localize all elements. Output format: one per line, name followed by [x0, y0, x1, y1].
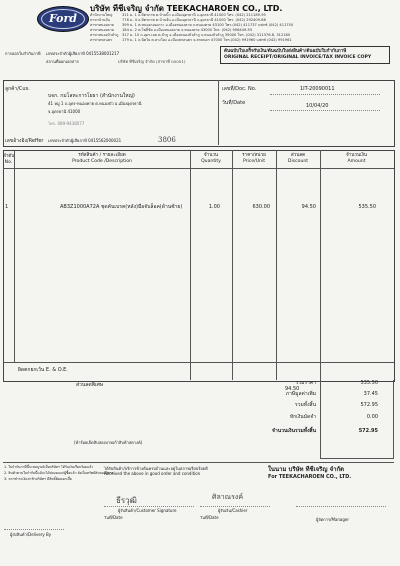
branch-address: 311 ม. 1 ถ.มิตรภาพ ต.บ้านนิ้ว อ.เมืองอุดรธานี จ.อุดรธานี 41000 โทร. (042) 211189-95 [122, 13, 266, 17]
col-desc-header-th: รหัสสินค้า / รายละเอียด [78, 153, 126, 158]
cashier-signature: ศิลาณรงค์ [212, 493, 244, 501]
col-qty-header-th: จำนวน [203, 153, 219, 158]
customer-name: บจก. กมโลหะการโยธา (สำนักงานใหญ่) [48, 93, 135, 99]
branch-address: 317 ม. 10 ถ.อุดร-เลย ต.ลำภู อ.เมืองหนองบัวลำภู จ.หนองบัวลำภู 39000 โทร. (042) 311376-8, 312180 [122, 33, 291, 37]
branch-address: 179 ม. 1 ถ.นิตโย ต.ฮางโฮง อ.เมืองสกลนคร จ.สกลนคร 47000 โทร.(042) 991960 แฟกซ์ (042) 991961 [122, 38, 292, 42]
reference-handwritten: 3806 [158, 136, 176, 144]
date-value: 10/04/20 [306, 103, 329, 109]
customer-signature: ธีรวุฒิ [116, 496, 137, 505]
cashier-date-label: วันที่/Date [200, 515, 219, 520]
total-label: หักเงินมัดจำ [289, 414, 316, 420]
col-amount-header-th: จำนวนเงิน [345, 153, 368, 158]
received-text-en: Received the above in good order and condition [104, 471, 201, 476]
company-sign-en: For TEEKACHAROEN CO., LTD. [268, 474, 352, 480]
row-discount: 94.50 [301, 204, 316, 210]
col-no-header: ลำดับ No. [3, 154, 15, 165]
total-label: ภาษีมูลค่าเพิ่ม [285, 391, 316, 397]
col-price-header-en: Price/Unit [242, 159, 266, 164]
col-disc-header-en: Discount [287, 159, 309, 164]
total-value: 37.45 [363, 391, 378, 397]
col-price-header-th: ราคา/หน่วย [242, 153, 266, 158]
total-value: 535.50 [360, 380, 378, 386]
customer-phone: โทร. 089-9438077 [48, 121, 85, 126]
total-value: 572.95 [358, 428, 378, 434]
col-qty-header-en: Quantity [201, 159, 221, 164]
received-text-th: ได้รับสินค้า/บริการข้างต้นครบถ้วนและอยู่ในสภาพเรียบร้อยดี [104, 466, 208, 471]
branch-label: สาขาหนองคาย [90, 28, 114, 32]
company-name: บริษัท ทีชีเจริญ จำกัด TEEKACHAROEN CO., LTD. [90, 4, 283, 13]
footer-note: 1. ใบกำกับภาษีนี้จะสมบูรณ์เมื่อบริษัทฯ ได้รับเงินเรียบร้อยแล้ว [4, 465, 94, 469]
col-disc-header-th: ส่วนลด [290, 153, 306, 158]
eoe-note: ผิดตกยกเว้น E. & O.E. [18, 367, 68, 373]
issue-place-value: บริษัท ทีชีเจริญ จำกัด (สาขาที่ 00001) [118, 59, 186, 64]
branch-label: สาขาบ้านจั่น [90, 18, 111, 22]
row-amount: 535.50 [358, 204, 376, 210]
customer-address-1: 41 หมู่ 1 ถ.อุดร-หนองคาย ต.หนองบัว อ.เมืองอุดรธานี [48, 101, 142, 106]
branch-address: 776 ม. 4 ถ.มิตรภาพ ต.บ้านจั่น อ.เมืองอุดรธานี จ.อุดรธานี 41000 โทร. (042) 292409-66 [122, 18, 266, 22]
document-title-en: ORIGINAL RECEIPT/ORIGINAL INVOICE/TAX INVOICE COPY [224, 55, 372, 60]
ford-logo-text: Ford [41, 9, 85, 29]
cashier-signature-label: ผู้รับเงิน/Cashier [218, 508, 248, 513]
branch-label: สาขาสกลนคร [90, 38, 113, 42]
row-price: 630.00 [252, 204, 270, 210]
row-description: AB3Z1000A72A ชุดคันเบรค(หลัง)มือจับล็อค(ด้านซ้าย) [60, 204, 183, 210]
branch-label: สาขาหนองบัวลำภู [90, 33, 119, 37]
amount-in-words: (ห้าร้อยเจ็ดสิบสองบาทเก้าสิบห้าสตางค์) [74, 440, 143, 445]
customer-signature-label: ผู้รับสินค้า/Customer Signature [118, 508, 177, 513]
branch-label: สำนักงานใหญ่ [90, 13, 113, 17]
total-label: จำนวนเงินรวมทั้งสิ้น [272, 428, 316, 434]
total-value: 0.00 [366, 414, 378, 420]
special-discount-value: 94.50 [285, 386, 300, 392]
items-table [3, 150, 395, 382]
issue-place-label: สถานที่ออกเอกสาร [46, 59, 79, 64]
row-no: 1 [5, 204, 9, 210]
document-title [220, 46, 390, 64]
branch-address: 184 ม. 2 ต.โพธิ์ชัย อ.เมืองหนองคาย จ.หนองคาย 43000 โทร. (042) 906449-55 [122, 28, 253, 32]
col-desc-header-en: Product Code /Description [72, 159, 132, 164]
manager-label: ผู้จัดการ/Manager [316, 517, 349, 522]
row-quantity: 1.00 [208, 204, 220, 210]
date-label: วันที่/Date [222, 100, 246, 106]
branch-label: สาขาหนองคาย [90, 23, 114, 27]
customer-address-2: จ.อุดรธานี 41000 [48, 109, 81, 114]
tax-section-label: การออกใบกำกับภาษี [5, 51, 41, 56]
ford-logo [37, 6, 89, 32]
total-label: รวมทั้งสิ้น [295, 402, 316, 408]
special-discount-label: ส่วนลดพิเศษ [76, 382, 104, 388]
doc-no-label: เลขที่/Doc. No. [222, 86, 257, 92]
company-sign-th: ในนาม บริษัท ทีชีเจริญ จำกัด [268, 466, 345, 473]
total-value: 572.95 [360, 402, 378, 408]
footer-note: 3. หากชำระเงินล่าช้าบริษัทฯ มีสิทธิ์คิดดอกเบี้ย [4, 477, 72, 481]
customer-label: ลูกค้า/Cus. [5, 86, 30, 92]
tax-id: เลขประจำตัวผู้เสียภาษี 0415538001217 [46, 51, 120, 56]
col-amount-header-en: Amount [347, 159, 366, 164]
footer-note: 2. สินค้าตามใบกำกับนี้แม้จะได้ส่งมอบแก่ผู้ซื้อแล้ว ยังเป็นทรัพย์สินของผู้ขาย [4, 471, 114, 475]
reference-value: เลขประจำตัวผู้เสียภาษี 0415562000021 [48, 138, 122, 143]
delivery-by-label: ผู้ส่งสินค้า/Delivery By [10, 532, 52, 537]
total-label: รวมราคา [295, 380, 316, 386]
branch-address: 399 ม. 1 ต.หนองกอมเกาะ อ.เมืองหนองคาย จ.หนองคาย 43100 โทร.(042) 411737 แฟกซ์ (042) 411750 [122, 23, 294, 27]
reference-label: เลขอ้างอิง/Reffer [5, 138, 44, 144]
customer-date-label: วันที่/Date [104, 515, 123, 520]
document-title-th: ต้นฉบับใบเสร็จรับเงิน/ต้นฉบับใบส่งสินค้า/ต้นฉบับใบกำกับภาษี [224, 49, 347, 54]
doc-no-value: 1IT-20090011 [300, 86, 335, 92]
